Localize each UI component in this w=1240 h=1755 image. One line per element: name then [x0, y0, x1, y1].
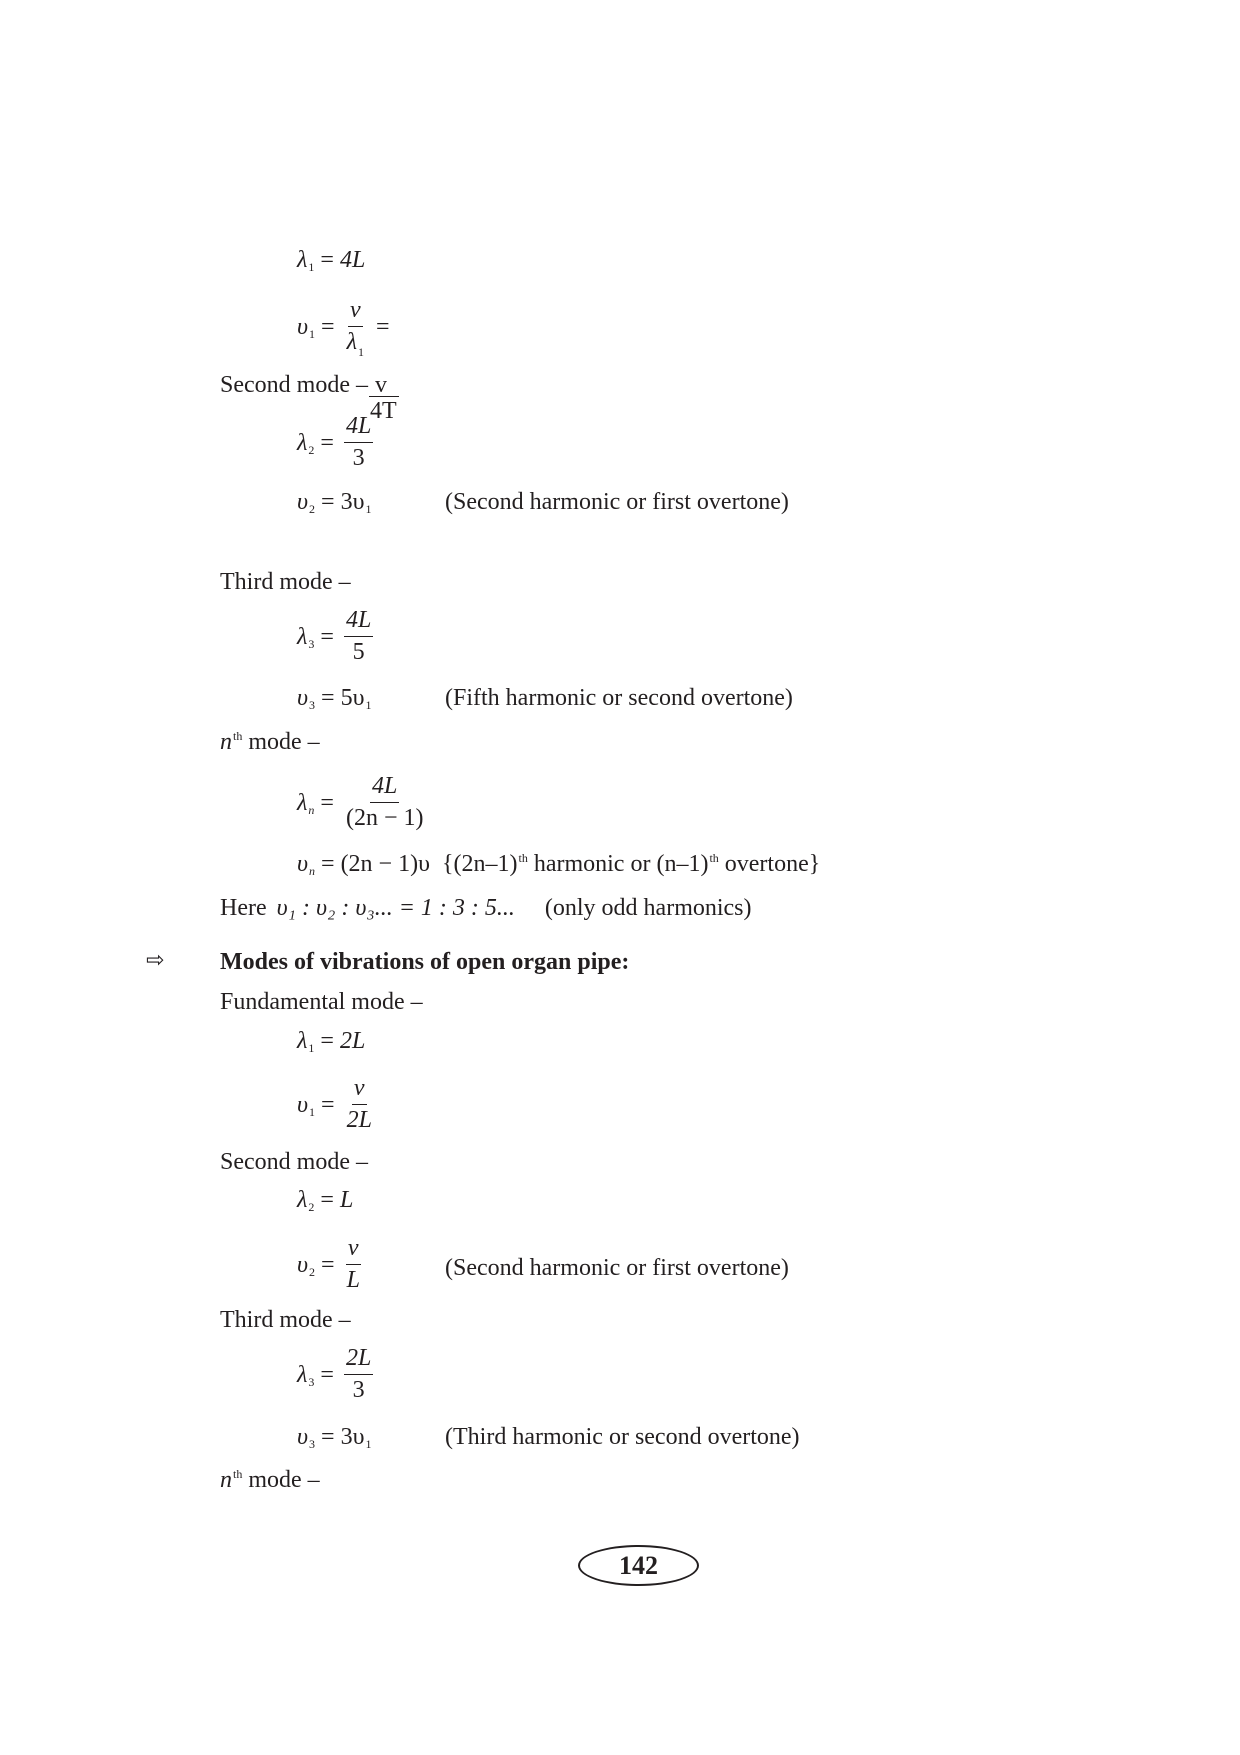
fraction: $\frac{2L}{3}$ — [345, 1345, 372, 1404]
stray-v-text: v — [375, 372, 387, 398]
fundamental-mode-label-open: Fundamental mode – — [220, 989, 423, 1015]
fraction: $\frac{v}{2L}$ — [346, 1075, 372, 1134]
equation-v2-open: υ 2 = $\frac{v}{L}$ — [297, 1235, 360, 1294]
double-arrow-right-icon: ⇨ — [146, 948, 165, 973]
equation-v2-closed: υ 2 = 3υ 1 — [297, 489, 372, 516]
equation-vn-closed: υ n = (2n − 1)υ {$(2n-1)^{th}$ harmonic or $(n-1)^{th}$ overtone} — [297, 851, 821, 878]
page-number: 142 — [578, 1545, 699, 1586]
second-mode-label-closed: Second mode – — [220, 372, 368, 398]
vn-note-closed: {$(2n-1)^{th}$ harmonic or $(n-1)^{th}$ overtone} — [441, 851, 821, 877]
equation-lambda3-closed: λ 3 = $\frac{4L}{5}$ — [297, 607, 372, 666]
v3-note-open: (Third harmonic or second overtone) — [445, 1424, 800, 1450]
ratio-note: (only odd harmonics) — [544, 895, 752, 921]
ratio-expression: υ₁ : υ₂ : υ₃... = 1 : 3 : 5... — [276, 895, 515, 921]
lambda-symbol: λ — [297, 247, 308, 273]
fraction: $\frac{4L}{3}$ — [345, 413, 372, 472]
third-mode-label-open: Third mode – — [220, 1307, 351, 1333]
stray-4T-text: 4T — [370, 398, 397, 424]
fraction: $\frac{v}{L}$ — [346, 1235, 360, 1294]
equation-lambda2-open: λ 2 = L — [297, 1187, 354, 1214]
nth-mode-label-open: $n^{th}$ mode – — [220, 1467, 320, 1493]
third-mode-label-closed: Third mode – — [220, 569, 351, 595]
equation-v3-closed: υ 3 = 5υ 1 — [297, 685, 372, 712]
ratio-line-closed: Here υ₁ : υ₂ : υ₃... = 1 : 3 : 5... (only odd harmonics) — [220, 895, 752, 921]
stray-fraction-bar — [369, 396, 399, 397]
equation-lambda1-closed: λ 1 = 4L — [297, 247, 366, 274]
equation-lambda2-closed: λ 2 = $\frac{4L}{3}$ — [297, 413, 372, 472]
nth-mode-label-closed: $n^{th}$ mode – — [220, 729, 320, 755]
equation-v3-open: υ 3 = 3υ 1 — [297, 1424, 372, 1451]
second-mode-label-open: Second mode – — [220, 1149, 368, 1175]
fraction: $\frac{4L}{(2n - 1)}$ — [345, 773, 424, 832]
v2-note-open: (Second harmonic or first overtone) — [445, 1255, 789, 1281]
equation-lambda3-open: λ 3 = $\frac{2L}{3}$ — [297, 1345, 372, 1404]
equation-v1-closed: υ 1 = $\frac{v}{\lambda_1}$ = — [297, 297, 390, 360]
v3-note-closed: (Fifth harmonic or second overtone) — [445, 685, 793, 711]
equation-lambda1-open: λ 1 = 2L — [297, 1028, 366, 1055]
open-pipe-heading: Modes of vibrations of open organ pipe: — [220, 949, 630, 975]
fraction: $\frac{4L}{5}$ — [345, 607, 372, 666]
equation-v1-open: υ 1 = $\frac{v}{2L}$ — [297, 1075, 372, 1134]
fraction: $\frac{v}{\lambda_1}$ — [346, 297, 364, 360]
v2-note-closed: (Second harmonic or first overtone) — [445, 489, 789, 515]
equation-lambdan-closed: λ n = $\frac{4L}{(2n - 1)}$ — [297, 773, 424, 832]
lambda1-value: 4L — [339, 247, 366, 273]
